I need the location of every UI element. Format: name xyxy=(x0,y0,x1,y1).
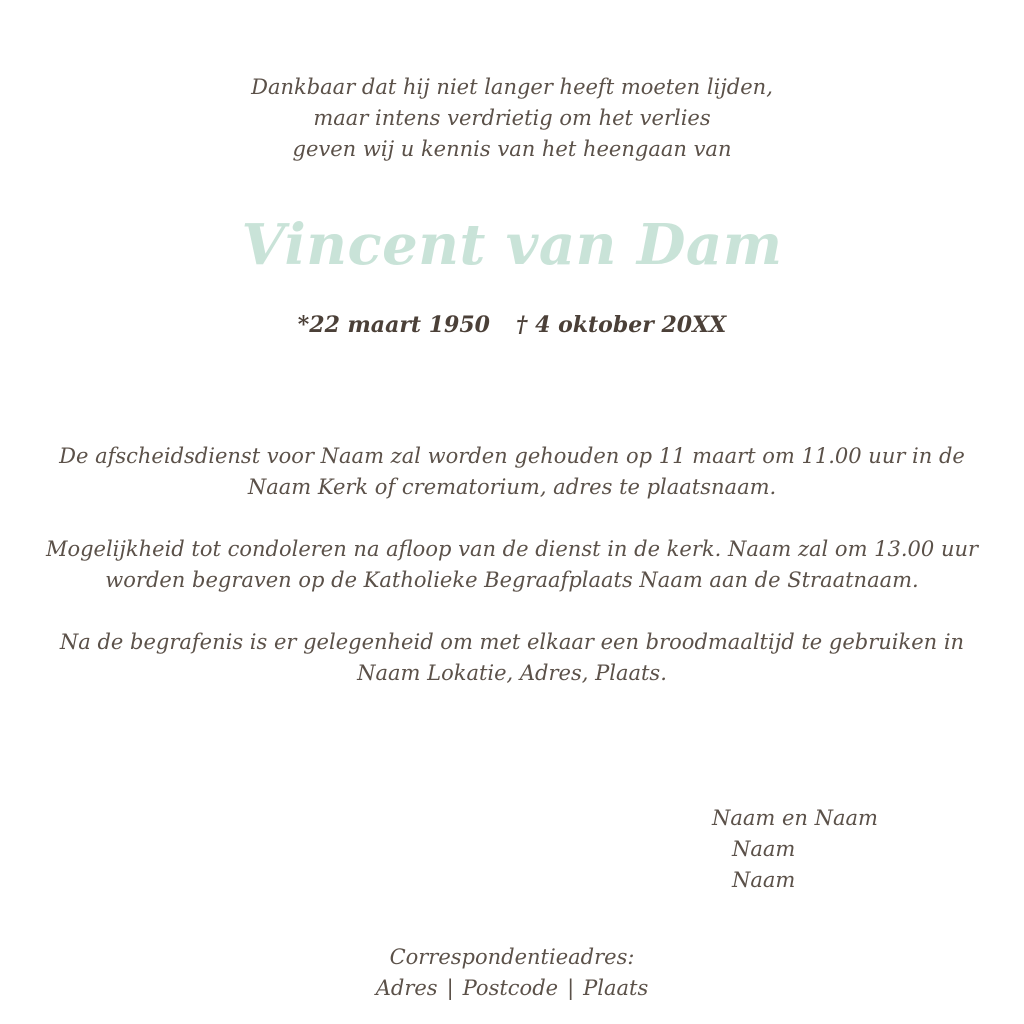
signer-name: Naam en Naam xyxy=(712,806,878,830)
intro-line: Dankbaar dat hij niet langer heeft moeten lijden, xyxy=(251,75,773,99)
correspondence-details xyxy=(0,973,1024,1004)
service-paragraph xyxy=(0,441,1024,503)
birth-date: *22 maart 1950 xyxy=(297,312,490,338)
paragraph-line: Naam Kerk of crematorium, adres te plaatsnaam. xyxy=(247,475,777,499)
signer-name: Naam xyxy=(732,837,796,861)
intro-line: geven wij u kennis van het heengaan van xyxy=(292,137,732,161)
separator: | xyxy=(446,976,454,1000)
signers xyxy=(712,803,878,896)
place: Plaats xyxy=(583,976,649,1000)
correspondence-label: Correspondentieadres: xyxy=(389,945,635,969)
paragraph-line: Na de begrafenis is er gelegenheid om met elkaar een broodmaaltijd te gebruiken in xyxy=(59,630,965,654)
life-dates xyxy=(0,310,1024,340)
paragraph-line: Naam Lokatie, Adres, Plaats. xyxy=(357,661,667,685)
paragraph-line: Mogelijkheid tot condoleren na afloop van de dienst in de kerk. Naam zal om 13.00 uur xyxy=(45,537,979,561)
deceased-name: Vincent van Dam xyxy=(241,212,783,278)
death-date: † 4 oktober 20XX xyxy=(515,312,727,338)
address: Adres xyxy=(375,976,438,1000)
condolence-paragraph xyxy=(0,534,1024,596)
intro-text xyxy=(0,72,1024,165)
paragraph-line: De afscheidsdienst voor Naam zal worden gehouden op 11 maart om 11.00 uur in de xyxy=(59,444,965,468)
separator: | xyxy=(567,976,575,1000)
intro-line: maar intens verdrietig om het verlies xyxy=(313,106,711,130)
meal-paragraph xyxy=(0,627,1024,689)
correspondence-address xyxy=(0,942,1024,1004)
paragraph-line: worden begraven op de Katholieke Begraafplaats Naam aan de Straatnaam. xyxy=(105,568,919,592)
signer-name: Naam xyxy=(732,868,796,892)
postcode: Postcode xyxy=(462,976,559,1000)
